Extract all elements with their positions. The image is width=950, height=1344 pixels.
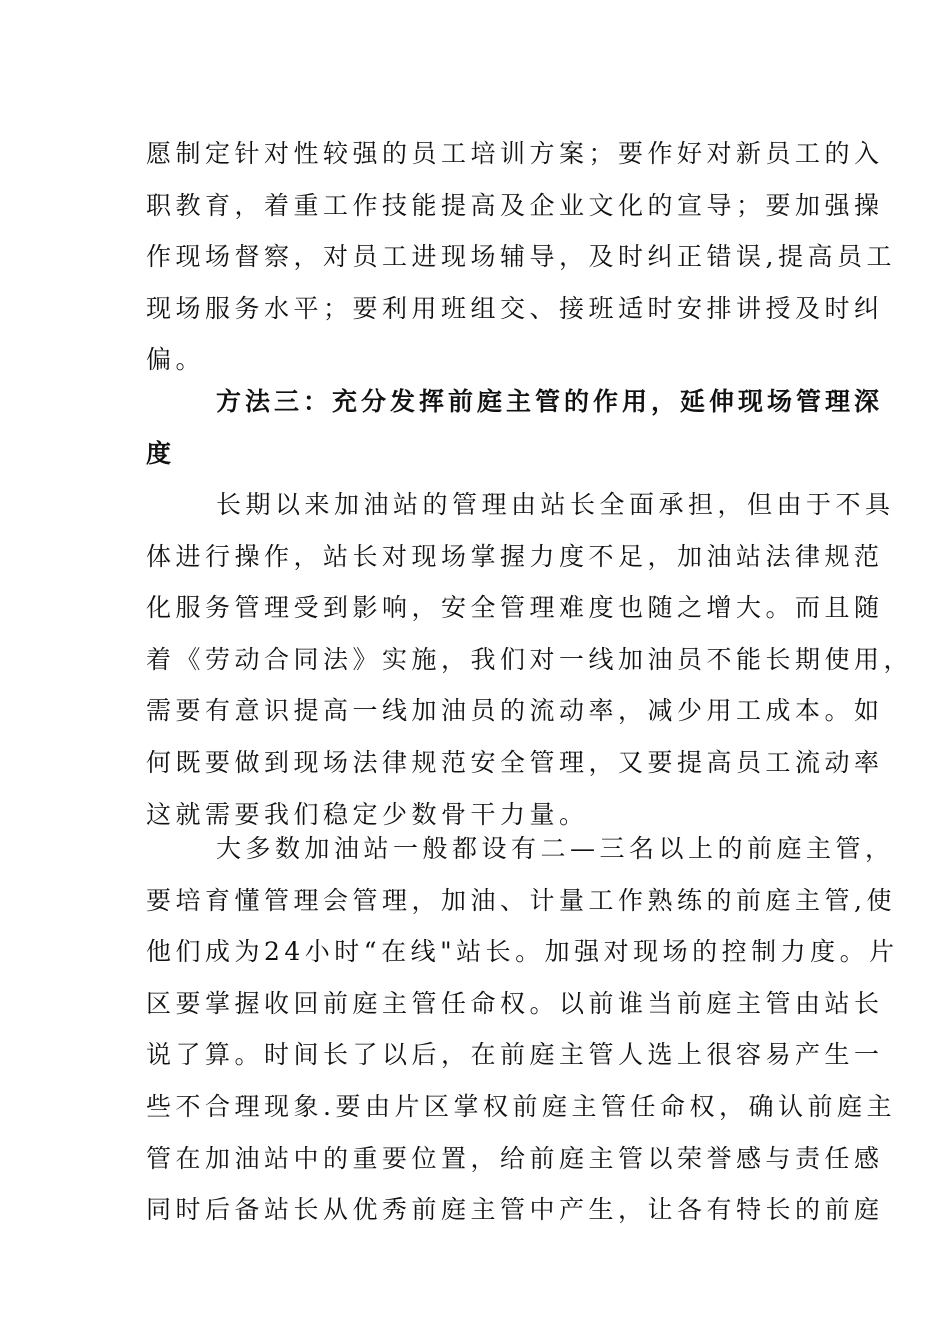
paragraph-3: [146, 823, 899, 1236]
text-line: 这就需要我们稳定少数骨干力量。: [146, 799, 589, 829]
text-line: 长期以来加油站的管理由站长全面承担，但由于不具: [216, 490, 895, 519]
text-line: 职教育，着重工作技能提高及企业文化的宣导；要加强操: [146, 190, 884, 220]
text-line: 同时后备站长从优秀前庭主管中产生，让各有特长的前庭: [146, 1195, 884, 1225]
text-line: 作现场督察，对员工进现场辅导，及时纠正错误,提高员工: [146, 242, 896, 272]
text-line: 何既要做到现场法律规范安全管理，又要提高员工流动率: [146, 747, 884, 777]
text-line: 化服务管理受到影响，安全管理难度也随之增大。而且随: [146, 593, 884, 623]
text-line: 现场服务水平；要利用班组交、接班适时安排讲授及时纠: [146, 293, 884, 323]
paragraph-2: [146, 479, 914, 840]
text-line: 愿制定针对性较强的员工培训方案；要作好对新员工的入: [146, 139, 884, 168]
text-line: 偏。: [146, 345, 206, 375]
text-line: 要培育懂管理会管理，加油、计量工作熟练的前庭主管,使: [146, 885, 896, 915]
text-line: 管在加油站中的重要位置，给前庭主管以荣誉感与责任感: [146, 1143, 884, 1173]
heading-line: 方法三：充分发挥前庭主管的作用，延伸现场管理深: [216, 387, 884, 416]
text-line: 着《劳动合同法》实施，我们对一线加油员不能长期使用，: [146, 644, 914, 674]
text-line: 他们成为24小时“在线"站长。加强对现场的控制力度。片: [146, 937, 899, 967]
section-heading: [146, 376, 884, 479]
text-line: 些不合理现象.要由片区掌权前庭主管任命权，确认前庭主: [146, 1091, 896, 1121]
paragraph-continued: [146, 128, 896, 386]
heading-line: 度: [146, 438, 176, 468]
text-line: 需要有意识提高一线加油员的流动率，减少用工成本。如: [146, 696, 884, 726]
text-line: 体进行操作，站长对现场掌握力度不足，加油站法律规范: [146, 541, 884, 571]
text-line: 说了算。时间长了以后，在前庭主管人选上很容易产生一: [146, 1040, 884, 1070]
text-line: 大多数加油站一般都设有二—三名以上的前庭主管，: [216, 834, 895, 863]
text-line: 区要掌握收回前庭主管任命权。以前谁当前庭主管由站长: [146, 988, 884, 1018]
